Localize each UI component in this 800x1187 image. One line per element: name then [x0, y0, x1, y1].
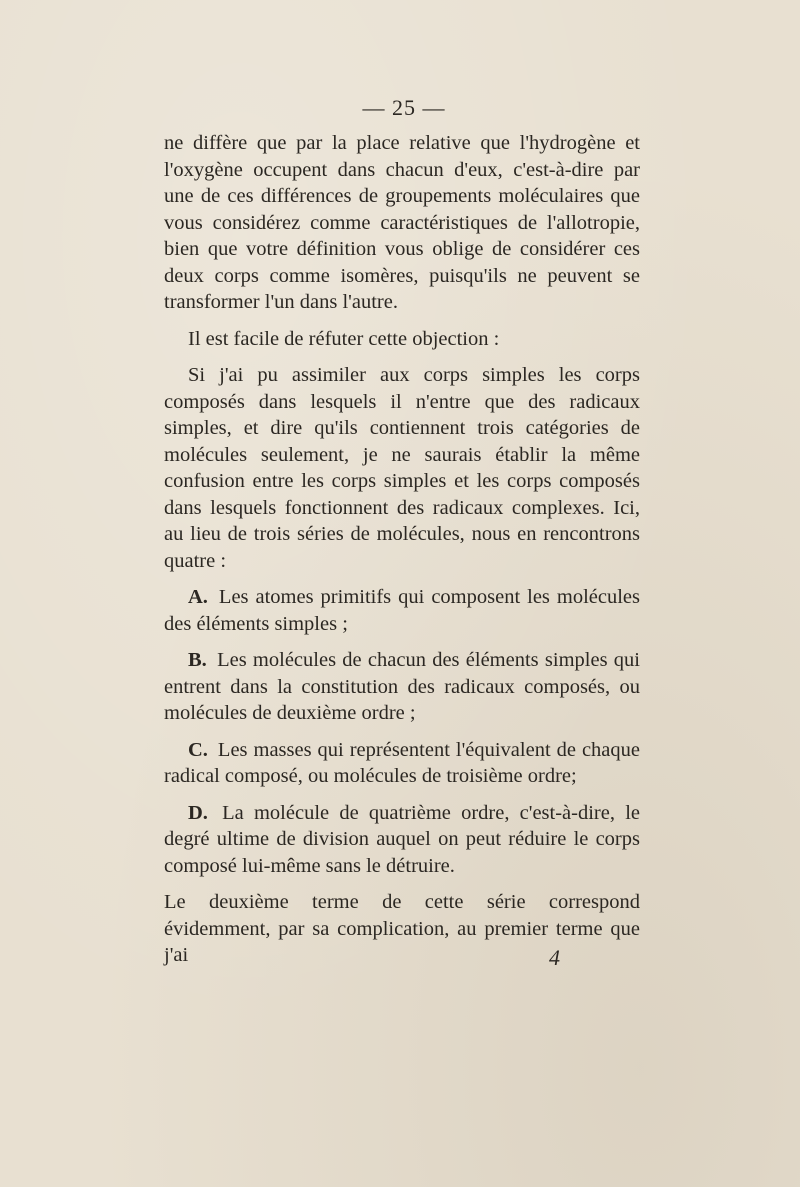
list-item-d: [164, 800, 640, 880]
list-item-text: Les molécules de chacun des éléments simples qui entrent dans la constitution des radicaux composés, ou molécules de deuxième ordre ;: [164, 649, 640, 724]
list-letter: A.: [188, 586, 208, 608]
list-letter: B.: [188, 649, 207, 671]
paragraph: ne diffère que par la place relative que l'hydrogène et l'oxygène occupent dans chacun d'eux, c'est-à-dire par une de ces différences de groupements moléculaires que vous considérez comme caractéristiques de l'allotropie, bien que votre définition vous oblige de considérer ces deux corps comme isomères, puisqu'ils ne peuvent se transformer l'un dans l'autre.: [164, 132, 640, 313]
list-item-a: [164, 584, 640, 637]
list-letter: D.: [188, 801, 208, 824]
list-item-text: Les masses qui représentent l'équivalent de chaque radical composé, ou molécules de troisième ordre;: [164, 738, 640, 787]
body-text: [164, 130, 640, 969]
list-item-c: [164, 737, 640, 790]
list-item-b: [164, 647, 640, 727]
list-letter: C.: [188, 738, 208, 761]
paragraph: Si j'ai pu assimiler aux corps simples les corps composés dans lesquels il n'entre que des radicaux simples, et dire qu'ils contiennent trois catégories de molécules seulement, je ne saurais établir la même confusion entre les corps simples et les corps composés dans lesquels fonctionnent des radicaux complexes. Ici, au lieu de trois séries de molécules, nous en rencontrons quatre :: [164, 364, 640, 572]
signature-mark: 4: [549, 945, 560, 970]
paragraph: Il est facile de réfuter cette objection :: [188, 327, 500, 350]
paragraph: Le deuxième terme de cette série correspond évidemment, par sa complication, au premier terme que j'ai: [164, 891, 640, 966]
list-item-text: Les atomes primitifs qui composent les molécules des éléments simples ;: [164, 586, 640, 635]
list-item-text: La molécule de quatrième ordre, c'est-à-dire, le degré ultime de division auquel on peut réduire le corps composé lui-même sans le détruire.: [164, 801, 640, 877]
page-number: — 25 —: [362, 95, 446, 120]
